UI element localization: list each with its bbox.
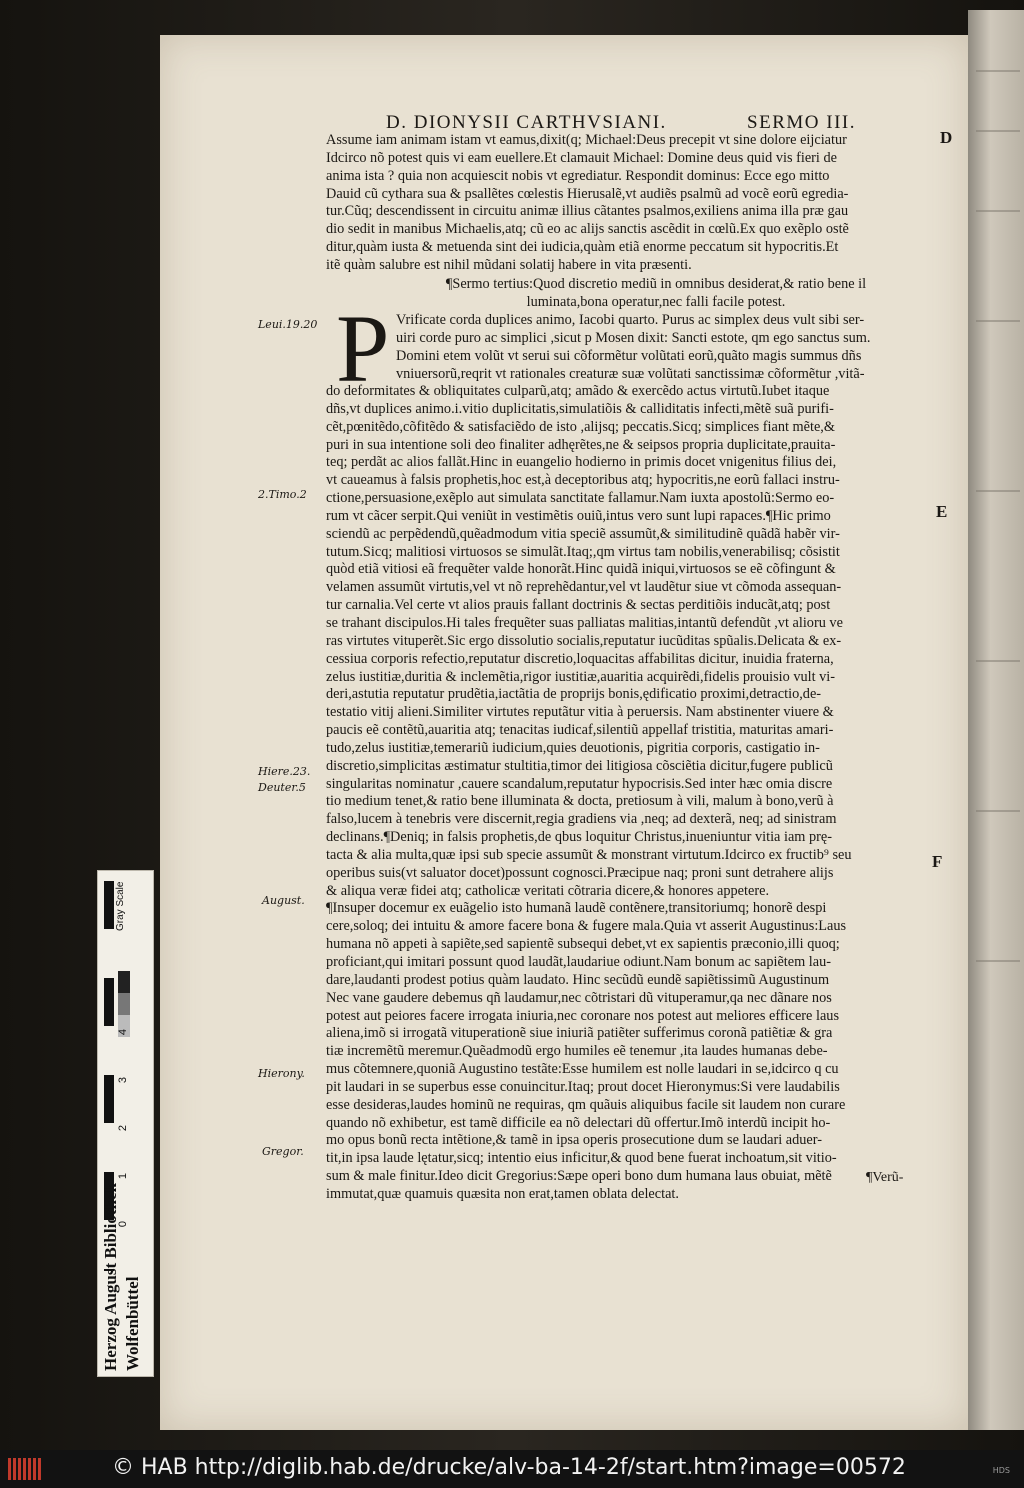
library-name: Herzog August Bibliothek [101,1183,120,1371]
section-letter-d: D [940,128,953,147]
running-head-title: D. DIONYSII CARTHVSIANI. [386,112,667,133]
marginal-note: Hiere.23. [258,765,311,778]
ruler-number: 2 [117,1124,130,1132]
ruler-number: 1 [117,1172,130,1180]
marginal-note: Leui.19.20 [258,318,318,331]
main-text: do deformitates & obliquitates culparũ,atq; amãdo & exercẽdo actus virtutũ.Iubet itaque dñs,vt duplices animo.i.vitio duplicitatis,simulatiõis & calliditatis infecti,mẽtẽ suã purifi- cẽt,pœnitẽdo,cõfitẽdo & satisfaciẽdo de isto ,alijsq; peccatis.Sicq; simplices fiant mẽte,& puri in sua intentione soli deo finaliter adhęrẽtes,ne & seipsos propria duplicitate,prauita- teq; perdãt ac alios fallãt.Hinc in euangelio hodierno in primis docet vnigenitus filius dei, vt caueamus à falsis prophetis,hoc est,à deceptoribus atq; hypocritis,ne eorũ fallaci instru- ctione,persuasione,exẽplo aut simulata sanctitate fallamur.Nam iuxta apostolũ:Sermo eo- rum vt cãcer serpit.Qui veniũt in vestimẽtis ouiũ,intus vero sunt lupi rapaces.¶Hic primo sciendũ ac perpẽdendũ,quẽadmodum vitia speciẽ assumũt,& similitudinẽ quãdã habẽr vir- tutum.Sicq; malitiosi virtuosos se simulãt.Itaq;,qm virtus tam nobilis,venerabilisq; cõsistit quòd etiã vitiosi eã frequẽter valde honorãt.Hinc quidã iniqui,virtuosos se eẽ cõfingunt & velamen assumũt virtutis,vel vt nõ reprehẽdantur,vel vt laudẽtur siue vt cõmoda assequan- tur carnalia.Vel certe vt alios prauis fallant doctrinis & sectas perditiõis inducãt,atq; post se trahant discipulos.Hi tales frequẽter suas palliatas malitias,intantũ defendũt ,vt alioru ve ras virtutes vituperẽt.Sic ergo dissolutio socialis,reputatur iucũditas spũalis.Delicata & ex- cessiua corporis refectio,reputatur discretio,loquacitas affabilitas dicitur, inuidia fraterna, zelus iustitiæ,duritia & inclemẽtia,rigor iustitiæ,auaritia acquirẽdi,fidelis prouisio vult vi- deri,astutia reputatur prudẽtia,iactãtia de proprijs bonis,ędificatio proximi,detractio,de- testatio vitij alieni.Similiter virtutes reputãtur vitia à peruersis. Nam abstinenter viuere & paucis eẽ contẽtũ,auaritia atq; tenacitas iudicaf,silentiũ appellaf tristitia, maturitas amari- tudo,zelus iustitiæ,temerariũ iudicium,quies deuotionis, pigritia corporis, castigatio in- discretio,simplicitas æstimatur stultitia,timor dei litigiosa cõsciẽtia dicitur,fugere publicũ singularitas nominatur ,cauere scandalum,reputatur hypocrisis.Sed inter hæc omia discre tio medium tenet,& ratio bene illuminata & docta, pretiosum à vili, malum à bono,verũ à falso,lucem à tenebris vere discernit,regia gradiens via ,neq; ad dexterã, neq; ad sinistram declinans.¶Deniq; in falsis prophetis,de qbus loquitur Christus,inueniuntur vitia iam prę- tacta & alia multa,quæ ipsi sub specie assumũt & monstrant virtutum.Idcirco ex fructib⁹ seu operibus suis(vt saluator docet)possunt cognosci.Præcipue naq; proni sunt detrahere alijs & aliqua veræ fidei atq; catholicæ veritati cõtraria dicere,& honores appetere. ¶Insuper docemur ex euãgelio isto humanã laudẽ contẽnere,transitoriumq; honorẽ despi cere,soloq; dei intuitu & amore facere bona & fugere mala.Quia vt asserit Augustinus:Laus humana nõ appeti à sapiẽte,sed sapientẽ subsequi debet,vt ex sapientis præconio,illi quoq; proficiant,qui imitari possunt quod laudãt,laudariue odiunt.Nam bonum ac sapiẽtem lau- dare,laudanti prodest potius quàm laudato. Hinc secũdũ eundẽ sapiẽtissimũ Augustinum Nec vane gaudere debemus qñ laudamur,nec cõtristari dũ vituperamur,qa nec dãnare nos potest aut peiores facere irrogata iniuria,nec coronare nos potest aut meliores efficere laus aliena,imõ si irrogatã vituperationẽ siue iniuriã patiẽter sufferimus coronã patiẽtiæ & gra tiæ incremẽtũ meremur.Quẽadmodũ ergo humiles eẽ tenemur ,ita laudes humanas debe- mus cõtemnere,quoniã Augustino testãte:Esse humilem est nolle laudari in se,idcirco q cu pit laudari in se superbus esse conuincitur.Itaq; prout docet Hieronymus:Si vere laudabilis esse desideras,laudes hominũ ne requiras, qm quãuis aliquibus facile sit laudem non curare quando nõ exhibetur, est tamẽ difficile ea nõ delectari dũ offertur.Imõ interdũ incipit ho- mo opus bonũ recta intẽtione,& tamẽ in ipsa operis prosecutione dum se laudari aduer- tit,in ipsa laude lętatur,sicq; intentio eius inficitur,& quod bene fuerat inchoatum,sit vitio- sum & male finitur.Ideo dicit Gregorius:Sæpe operi bono dum humana laus obuiat, mẽtẽ immutat,quæ quamuis quæsita non erat,tamen oblata delectat. [326,383,852,1202]
gray-swatch [118,993,130,1015]
gray-scale-label: Gray Scale [115,881,126,931]
library-city: Wolfenbüttel [123,1276,142,1371]
marginal-note: 2.Timo.2 [258,488,307,501]
text-before-heading: Assume iam animam istam vt eamus,dixit(q; Michael:Deus precepit vt sine dolore eijciatur Idcirco nõ potest quis vi eam euellere.Et clamauit Michael: Domine deus quid vis fieri de anima ista ? quia non acquiescit nobis vt egrediatur. Respondit dominus: Ecce ego mitto Dauid cũ cythara sua & psallẽtes cœlestis Hierusalẽ,vt audiẽs psalmũ ad vocẽ eorũ egredia- tur.Cũq; descendissent in circuitu animæ illius cãtantes psalmos,exiliens anima illa præ gau dio sedit in manibus Michaelis,atq; cũ eo ac alijs sanctis ascẽdit in cœlũ.Ex quo exẽplo ostẽ ditur,quàm iusta & metuenda sint dei iudicia,quàm etiã enorme peccatum sit hypocritis.Et itẽ quàm salubre est nihil mũdani solatij habere in vita præsenti. [326,132,849,273]
adjacent-page-edge [968,10,1024,1430]
marginal-note: Deuter.5 [258,781,306,794]
footer-credit[interactable]: © HAB http://diglib.hab.de/drucke/alv-ba-14-2f/start.htm?image=00572 [112,1455,906,1480]
ruler-number: 4 [117,1028,130,1036]
footer-tag: HDS [992,1466,1010,1475]
ruler-number: 0 [117,1220,130,1228]
marginal-note: August. [262,894,305,907]
marginal-note: Hierony. [258,1067,305,1080]
running-head [386,112,856,132]
gray-swatch [118,971,130,993]
sermon-heading: ¶Sermo tertius:Quod discretio mediũ in omnibus desiderat,& ratio bene il luminata,bona operatur,nec falli facile potest. [445,276,867,310]
hab-logo-icon [8,1458,42,1480]
catchword: ¶Verũ- [866,1170,904,1185]
section-letter-f: F [932,852,943,871]
library-label [100,1071,144,1371]
running-head-sermon: SERMO III. [747,112,856,133]
ruler-number: 3 [117,1076,130,1084]
marginal-note: Gregor. [262,1145,304,1158]
section-letter-e: E [936,502,948,521]
gray-scale-ruler [97,870,154,1377]
drop-capital: P [336,295,390,402]
text-beside-dropcap: Vrificate corda duplices animo, Iacobi quarto. Purus ac simplex deus vult sibi ser- uiri corde puro ac simplici ,sicut p Mosen dixit: Sancti estote, qm ego sanctus sum. Domini etem volũt vt serui sui cõformẽtur volũtati eorũ,quãto magis summus dñs vniuersorũ,reqrit vt rationales creaturæ suæ volũtati sanctissimæ cõformẽtur ,vitã- [396,312,871,382]
